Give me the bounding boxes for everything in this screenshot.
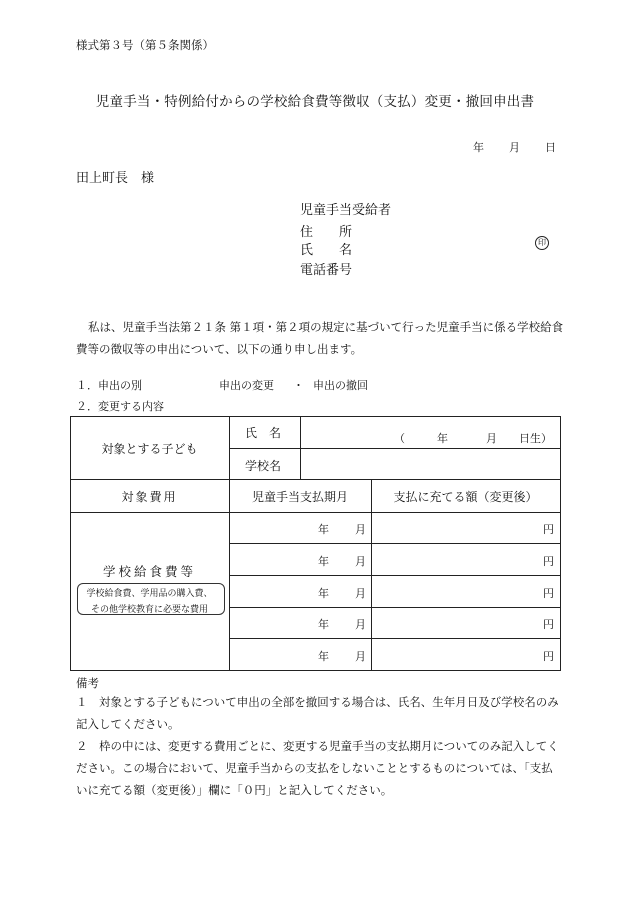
- birth-month-label: 月: [486, 432, 497, 445]
- cost-title: 学校給食費等: [102, 564, 196, 579]
- table-row-yen: 円: [543, 650, 554, 663]
- target-child-label: 対象とする子ども: [101, 442, 198, 456]
- address-label: 住 所: [300, 225, 353, 240]
- table-row-yen: 円: [543, 555, 554, 568]
- table-row-month: 月: [355, 650, 366, 663]
- item2-label: ２．変更する内容: [76, 400, 164, 413]
- table-row-month: 月: [355, 618, 366, 631]
- birth-open: （: [394, 432, 405, 445]
- form-number: 様式第３号（第５条関係）: [76, 38, 214, 52]
- table-row-year: 年: [318, 650, 329, 663]
- addressee: 田上町長 様: [76, 171, 155, 186]
- option-withdraw: 申出の撤回: [313, 379, 368, 392]
- header-cost: 対象費用: [121, 490, 178, 504]
- birth-day-label: 日生）: [519, 432, 552, 445]
- child-name-label: 氏 名: [245, 426, 282, 440]
- table-row-month: 月: [355, 523, 366, 536]
- date-month-label: 月: [509, 141, 520, 154]
- option-change: 申出の変更: [219, 379, 274, 392]
- seal-mark: 印: [535, 236, 549, 250]
- school-name-label: 学校名: [245, 459, 282, 473]
- date-day-label: 日: [545, 141, 556, 154]
- header-amount: 支払に充てる額（変更後）: [393, 490, 538, 504]
- note-1: １ 対象とする子どもについて申出の全部を撤回する場合は、氏名、生年月日及び学校名のみ記入してください。: [76, 695, 559, 731]
- note-2: ２ 枠の中には、変更する費用ごとに、変更する児童手当の支払期月についてのみ記入してください。この場合において、児童手当からの支払をしないこととするものについては、「支払いに充てる額（変更後）」欄に「０円」と記入してください。: [76, 739, 559, 797]
- table-row-month: 月: [355, 587, 366, 600]
- date-year-label: 年: [473, 141, 484, 154]
- header-period: 児童手当支払期月: [251, 490, 348, 504]
- cost-detail-line1: 学校給食費、学用品の購入費、: [86, 589, 213, 599]
- table-row-year: 年: [318, 523, 329, 536]
- name-label: 氏 名: [300, 243, 353, 258]
- table-row-year: 年: [318, 587, 329, 600]
- applicant-title: 児童手当受給者: [300, 203, 392, 218]
- birth-year-label: 年: [437, 432, 448, 445]
- phone-label: 電話番号: [300, 263, 353, 278]
- table-row-yen: 円: [543, 618, 554, 631]
- table-row-yen: 円: [543, 587, 554, 600]
- table-row-month: 月: [355, 555, 366, 568]
- table-row-yen: 円: [543, 523, 554, 536]
- table-row-year: 年: [318, 555, 329, 568]
- item1-label: １．申出の別: [76, 379, 142, 392]
- notes-title: 備考: [76, 676, 99, 690]
- table-row-year: 年: [318, 618, 329, 631]
- declaration-text: 私は、児童手当法第２１条 第１項・第２項の規定に基づいて行った児童手当に係る学校給食費等の徴収等の申出について、以下の通り申し出ます。: [76, 320, 564, 356]
- option-separator: ・: [293, 379, 304, 392]
- page-title: 児童手当・特例給付からの学校給食費等徴収（支払）変更・撤回申出書: [95, 94, 535, 110]
- cost-detail-line2: その他学校教育に必要な費用: [90, 605, 208, 615]
